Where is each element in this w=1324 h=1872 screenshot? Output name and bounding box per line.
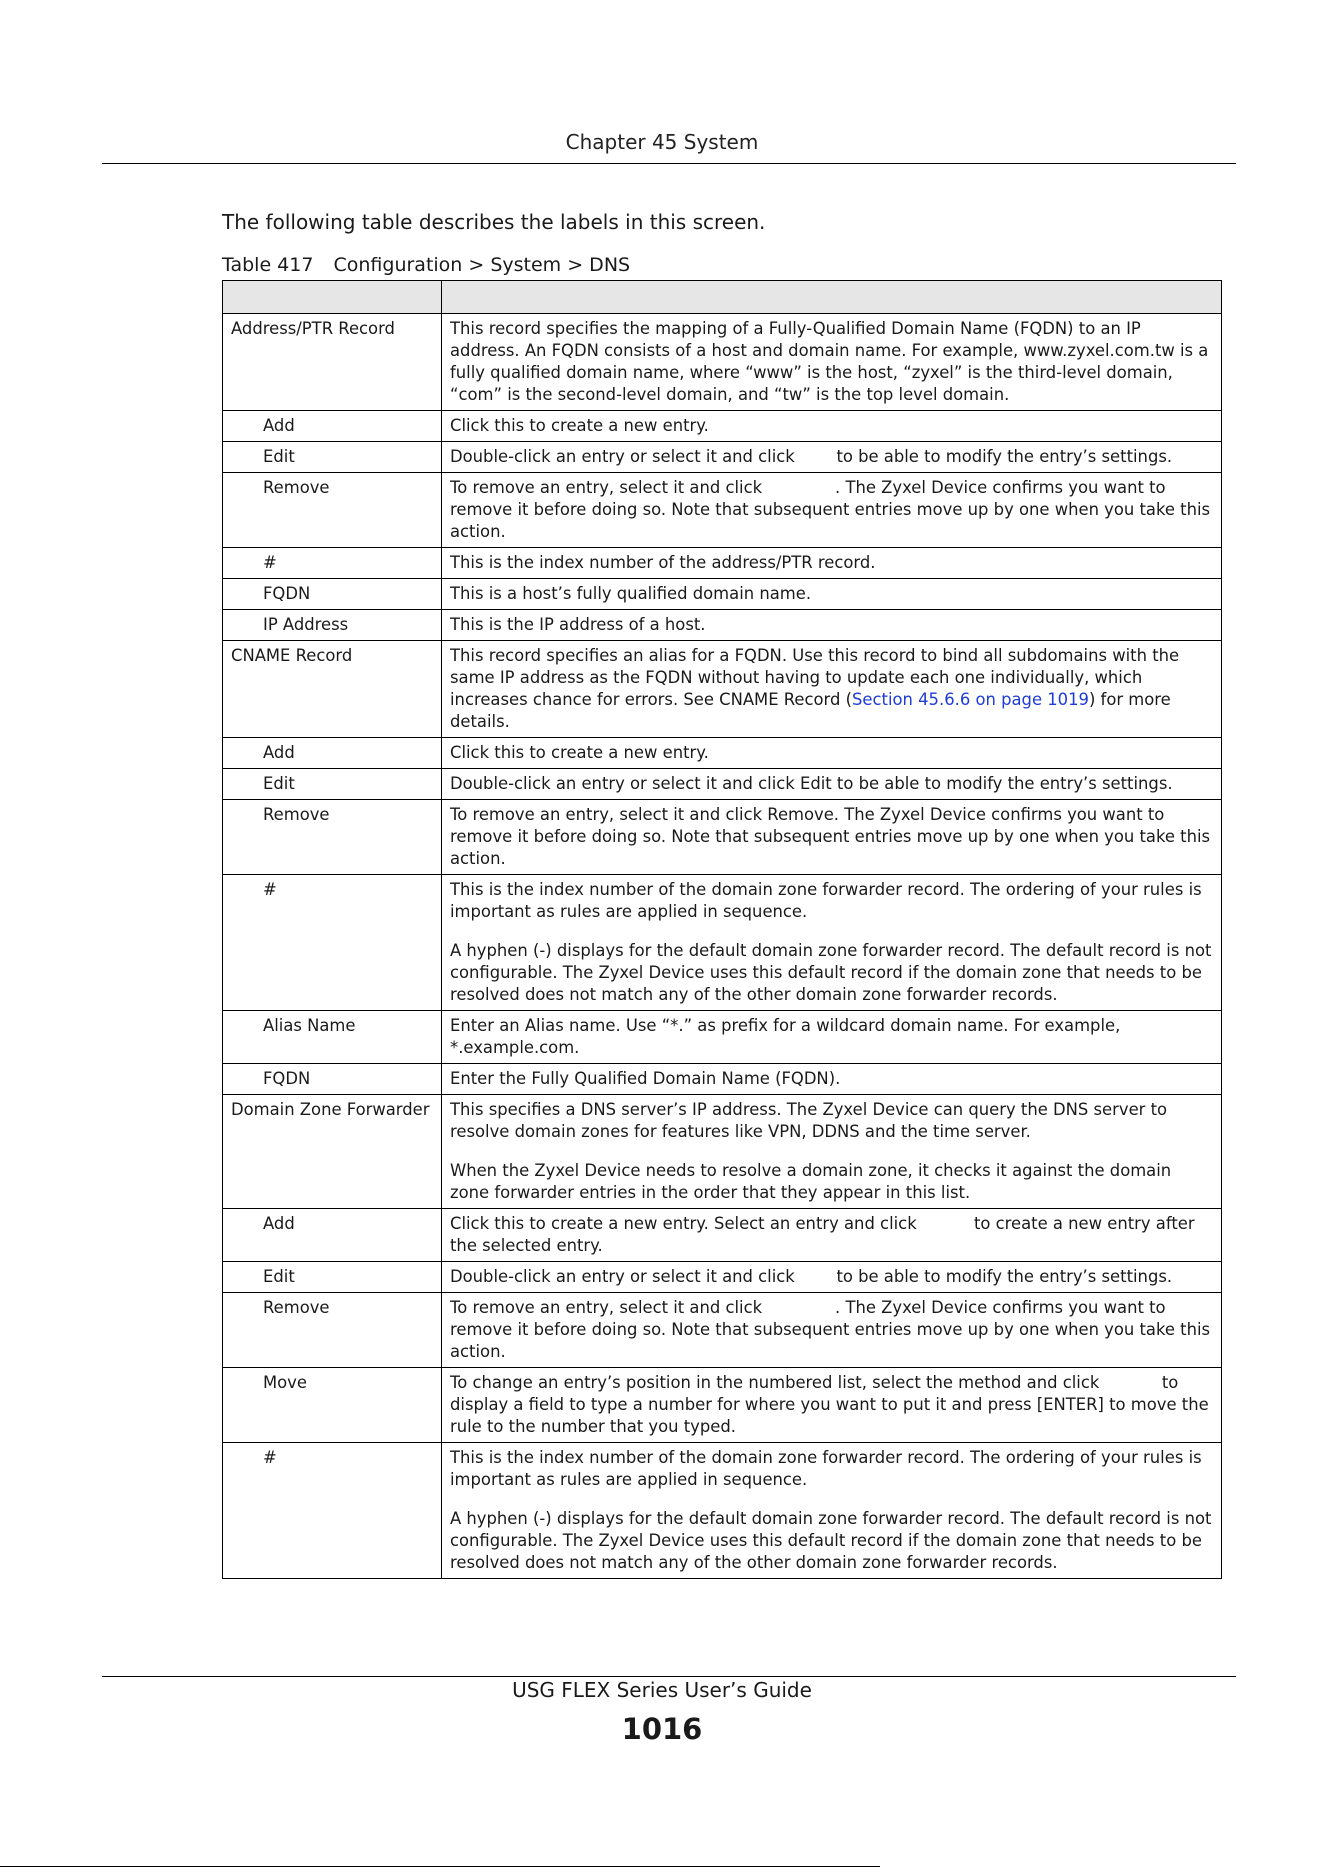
row-description: [442, 548, 1222, 579]
row-description: [442, 875, 1222, 1011]
row-label: IP Address: [223, 610, 442, 641]
description-text: Double-click an entry or select it and click to be able to modify the entry’s settings.: [450, 447, 1173, 466]
description-text: Click this to create a new entry. Select an entry and click to create a new entry after the selected entry.: [450, 1214, 1195, 1255]
row-description: [442, 1443, 1222, 1579]
row-description: [442, 738, 1222, 769]
description-paragraph: [450, 804, 1213, 870]
description-text: Click this to create a new entry.: [450, 743, 709, 762]
table-caption: [222, 254, 630, 276]
guide-title: USG FLEX Series User’s Guide: [512, 1678, 812, 1702]
row-label: Alias Name: [223, 1011, 442, 1064]
table-row: [223, 1011, 1222, 1064]
table-row: [223, 1209, 1222, 1262]
description-text: This record specifies an alias for a FQDN. Use this record to bind all subdomains with the same IP address as the FQDN without having to update each one individually, which increases chance for errors. See CNAME Record (: [450, 646, 1180, 709]
row-label: Remove: [223, 473, 442, 548]
description-paragraph: [450, 1068, 1213, 1090]
row-label: #: [223, 548, 442, 579]
bottom-line: [0, 1866, 880, 1867]
description-paragraph: [450, 1372, 1213, 1438]
row-label: Domain Zone Forwarder: [223, 1095, 442, 1209]
table-row: [223, 411, 1222, 442]
table-header-row: [223, 281, 1222, 314]
row-description: [442, 314, 1222, 411]
description-paragraph: [450, 1213, 1213, 1257]
table-row: [223, 610, 1222, 641]
description-paragraph: [450, 1099, 1213, 1143]
table-row: [223, 579, 1222, 610]
description-paragraph: [450, 552, 1213, 574]
row-label: #: [223, 1443, 442, 1579]
description-paragraph: [450, 318, 1213, 406]
description-text: A hyphen (-) displays for the default domain zone forwarder record. The default record is not configurable. The Zyxel Device uses this default record if the domain zone that needs to be resolved does not match any of the other domain zone forwarder records.: [450, 941, 1212, 1004]
table-row: [223, 473, 1222, 548]
table-row: [223, 875, 1222, 1011]
row-label: Address/PTR Record: [223, 314, 442, 411]
row-description: [442, 411, 1222, 442]
description-paragraph: [450, 583, 1213, 605]
description-text: Click this to create a new entry.: [450, 416, 709, 435]
row-label: Add: [223, 411, 442, 442]
description-text: Enter an Alias name. Use “*.” as prefix for a wildcard domain name. For example, *.example.com.: [450, 1016, 1121, 1057]
table-body: [223, 314, 1222, 1579]
row-description: [442, 473, 1222, 548]
description-text: To remove an entry, select it and click . The Zyxel Device confirms you want to remove it before doing so. Note that subsequent entries move up by one when you take this action.: [450, 1298, 1211, 1361]
row-label: #: [223, 875, 442, 1011]
description-paragraph: [450, 879, 1213, 923]
table-row: [223, 1368, 1222, 1443]
description-text: ) for more details.: [450, 690, 1171, 731]
row-label: Edit: [223, 769, 442, 800]
table-row: [223, 769, 1222, 800]
row-label: Remove: [223, 1293, 442, 1368]
row-description: [442, 641, 1222, 738]
header-cell-label: [223, 281, 442, 314]
header-cell-description: [442, 281, 1222, 314]
row-description: [442, 1095, 1222, 1209]
table-row: [223, 800, 1222, 875]
row-label: Add: [223, 738, 442, 769]
description-paragraph: [450, 1447, 1213, 1491]
page-number: 1016: [621, 1712, 703, 1746]
table-row: [223, 1064, 1222, 1095]
table-row: [223, 314, 1222, 411]
description-text: When the Zyxel Device needs to resolve a domain zone, it checks it against the domain zone forwarder entries in the order that they appear in this list.: [450, 1161, 1172, 1202]
table-row: [223, 548, 1222, 579]
description-paragraph: [450, 1508, 1213, 1574]
description-text: Double-click an entry or select it and click to be able to modify the entry’s settings.: [450, 1267, 1173, 1286]
row-label: FQDN: [223, 579, 442, 610]
row-label: Edit: [223, 442, 442, 473]
table-row: [223, 738, 1222, 769]
table-row: [223, 1095, 1222, 1209]
description-text: To remove an entry, select it and click . The Zyxel Device confirms you want to remove it before doing so. Note that subsequent entries move up by one when you take this action.: [450, 478, 1211, 541]
table-number: Table 417: [222, 254, 314, 276]
description-text: This record specifies the mapping of a Fully-Qualified Domain Name (FQDN) to an IP address. An FQDN consists of a host and domain name. For example, www.zyxel.com.tw is a fully qualified domain name, where “www” is the host, “zyxel” is the third-level domain, “com” is the second-level domain, and “tw” is the top level domain.: [450, 319, 1209, 404]
description-paragraph: [450, 1266, 1213, 1288]
description-paragraph: [450, 1160, 1213, 1204]
row-label: Remove: [223, 800, 442, 875]
description-text: A hyphen (-) displays for the default domain zone forwarder record. The default record is not configurable. The Zyxel Device uses this default record if the domain zone that needs to be resolved does not match any of the other domain zone forwarder records.: [450, 1509, 1212, 1572]
description-paragraph: [450, 446, 1213, 468]
row-description: [442, 610, 1222, 641]
description-text: To change an entry’s position in the numbered list, select the method and click to display a field to type a number for where you want to put it and press [ENTER] to move the rule to the number that you typed.: [450, 1373, 1209, 1436]
chapter-header: Chapter 45 System: [565, 130, 759, 154]
header-divider: [102, 163, 1236, 164]
description-paragraph: [450, 940, 1213, 1006]
row-description: [442, 579, 1222, 610]
row-description: [442, 769, 1222, 800]
row-description: [442, 1011, 1222, 1064]
description-text: To remove an entry, select it and click Remove. The Zyxel Device confirms you want to remove it before doing so. Note that subsequent entries move up by one when you take this action.: [450, 805, 1211, 868]
footer-divider: [102, 1676, 1236, 1677]
description-paragraph: [450, 645, 1213, 733]
table-row: [223, 442, 1222, 473]
table-row: [223, 641, 1222, 738]
cross-reference-link[interactable]: Section 45.6.6 on page 1019: [852, 690, 1089, 709]
row-label: CNAME Record: [223, 641, 442, 738]
row-description: [442, 1209, 1222, 1262]
row-description: [442, 1293, 1222, 1368]
row-description: [442, 1064, 1222, 1095]
row-description: [442, 800, 1222, 875]
description-text: This is the index number of the domain zone forwarder record. The ordering of your rules is important as rules are applied in sequence.: [450, 880, 1202, 921]
description-text: This is a host’s fully qualified domain name.: [450, 584, 812, 603]
description-text: Enter the Fully Qualified Domain Name (FQDN).: [450, 1069, 841, 1088]
row-label: Edit: [223, 1262, 442, 1293]
description-paragraph: [450, 477, 1213, 543]
row-label: Add: [223, 1209, 442, 1262]
description-paragraph: [450, 614, 1213, 636]
description-text: Double-click an entry or select it and click Edit to be able to modify the entry’s settings.: [450, 774, 1173, 793]
row-label: Move: [223, 1368, 442, 1443]
description-text: This is the index number of the address/PTR record.: [450, 553, 876, 572]
description-paragraph: [450, 742, 1213, 764]
description-paragraph: [450, 1297, 1213, 1363]
dns-labels-table: [222, 280, 1222, 1579]
description-text: This is the index number of the domain zone forwarder record. The ordering of your rules is important as rules are applied in sequence.: [450, 1448, 1202, 1489]
description-text: This specifies a DNS server’s IP address. The Zyxel Device can query the DNS server to resolve domain zones for features like VPN, DDNS and the time server.: [450, 1100, 1168, 1141]
description-paragraph: [450, 415, 1213, 437]
table-row: [223, 1443, 1222, 1579]
table-path: Configuration > System > DNS: [333, 254, 631, 276]
row-description: [442, 1262, 1222, 1293]
row-label: FQDN: [223, 1064, 442, 1095]
table-row: [223, 1293, 1222, 1368]
row-description: [442, 442, 1222, 473]
description-text: This is the IP address of a host.: [450, 615, 706, 634]
intro-text: The following table describes the labels in this screen.: [222, 210, 766, 234]
row-description: [442, 1368, 1222, 1443]
description-paragraph: [450, 773, 1213, 795]
table-row: [223, 1262, 1222, 1293]
description-paragraph: [450, 1015, 1213, 1059]
